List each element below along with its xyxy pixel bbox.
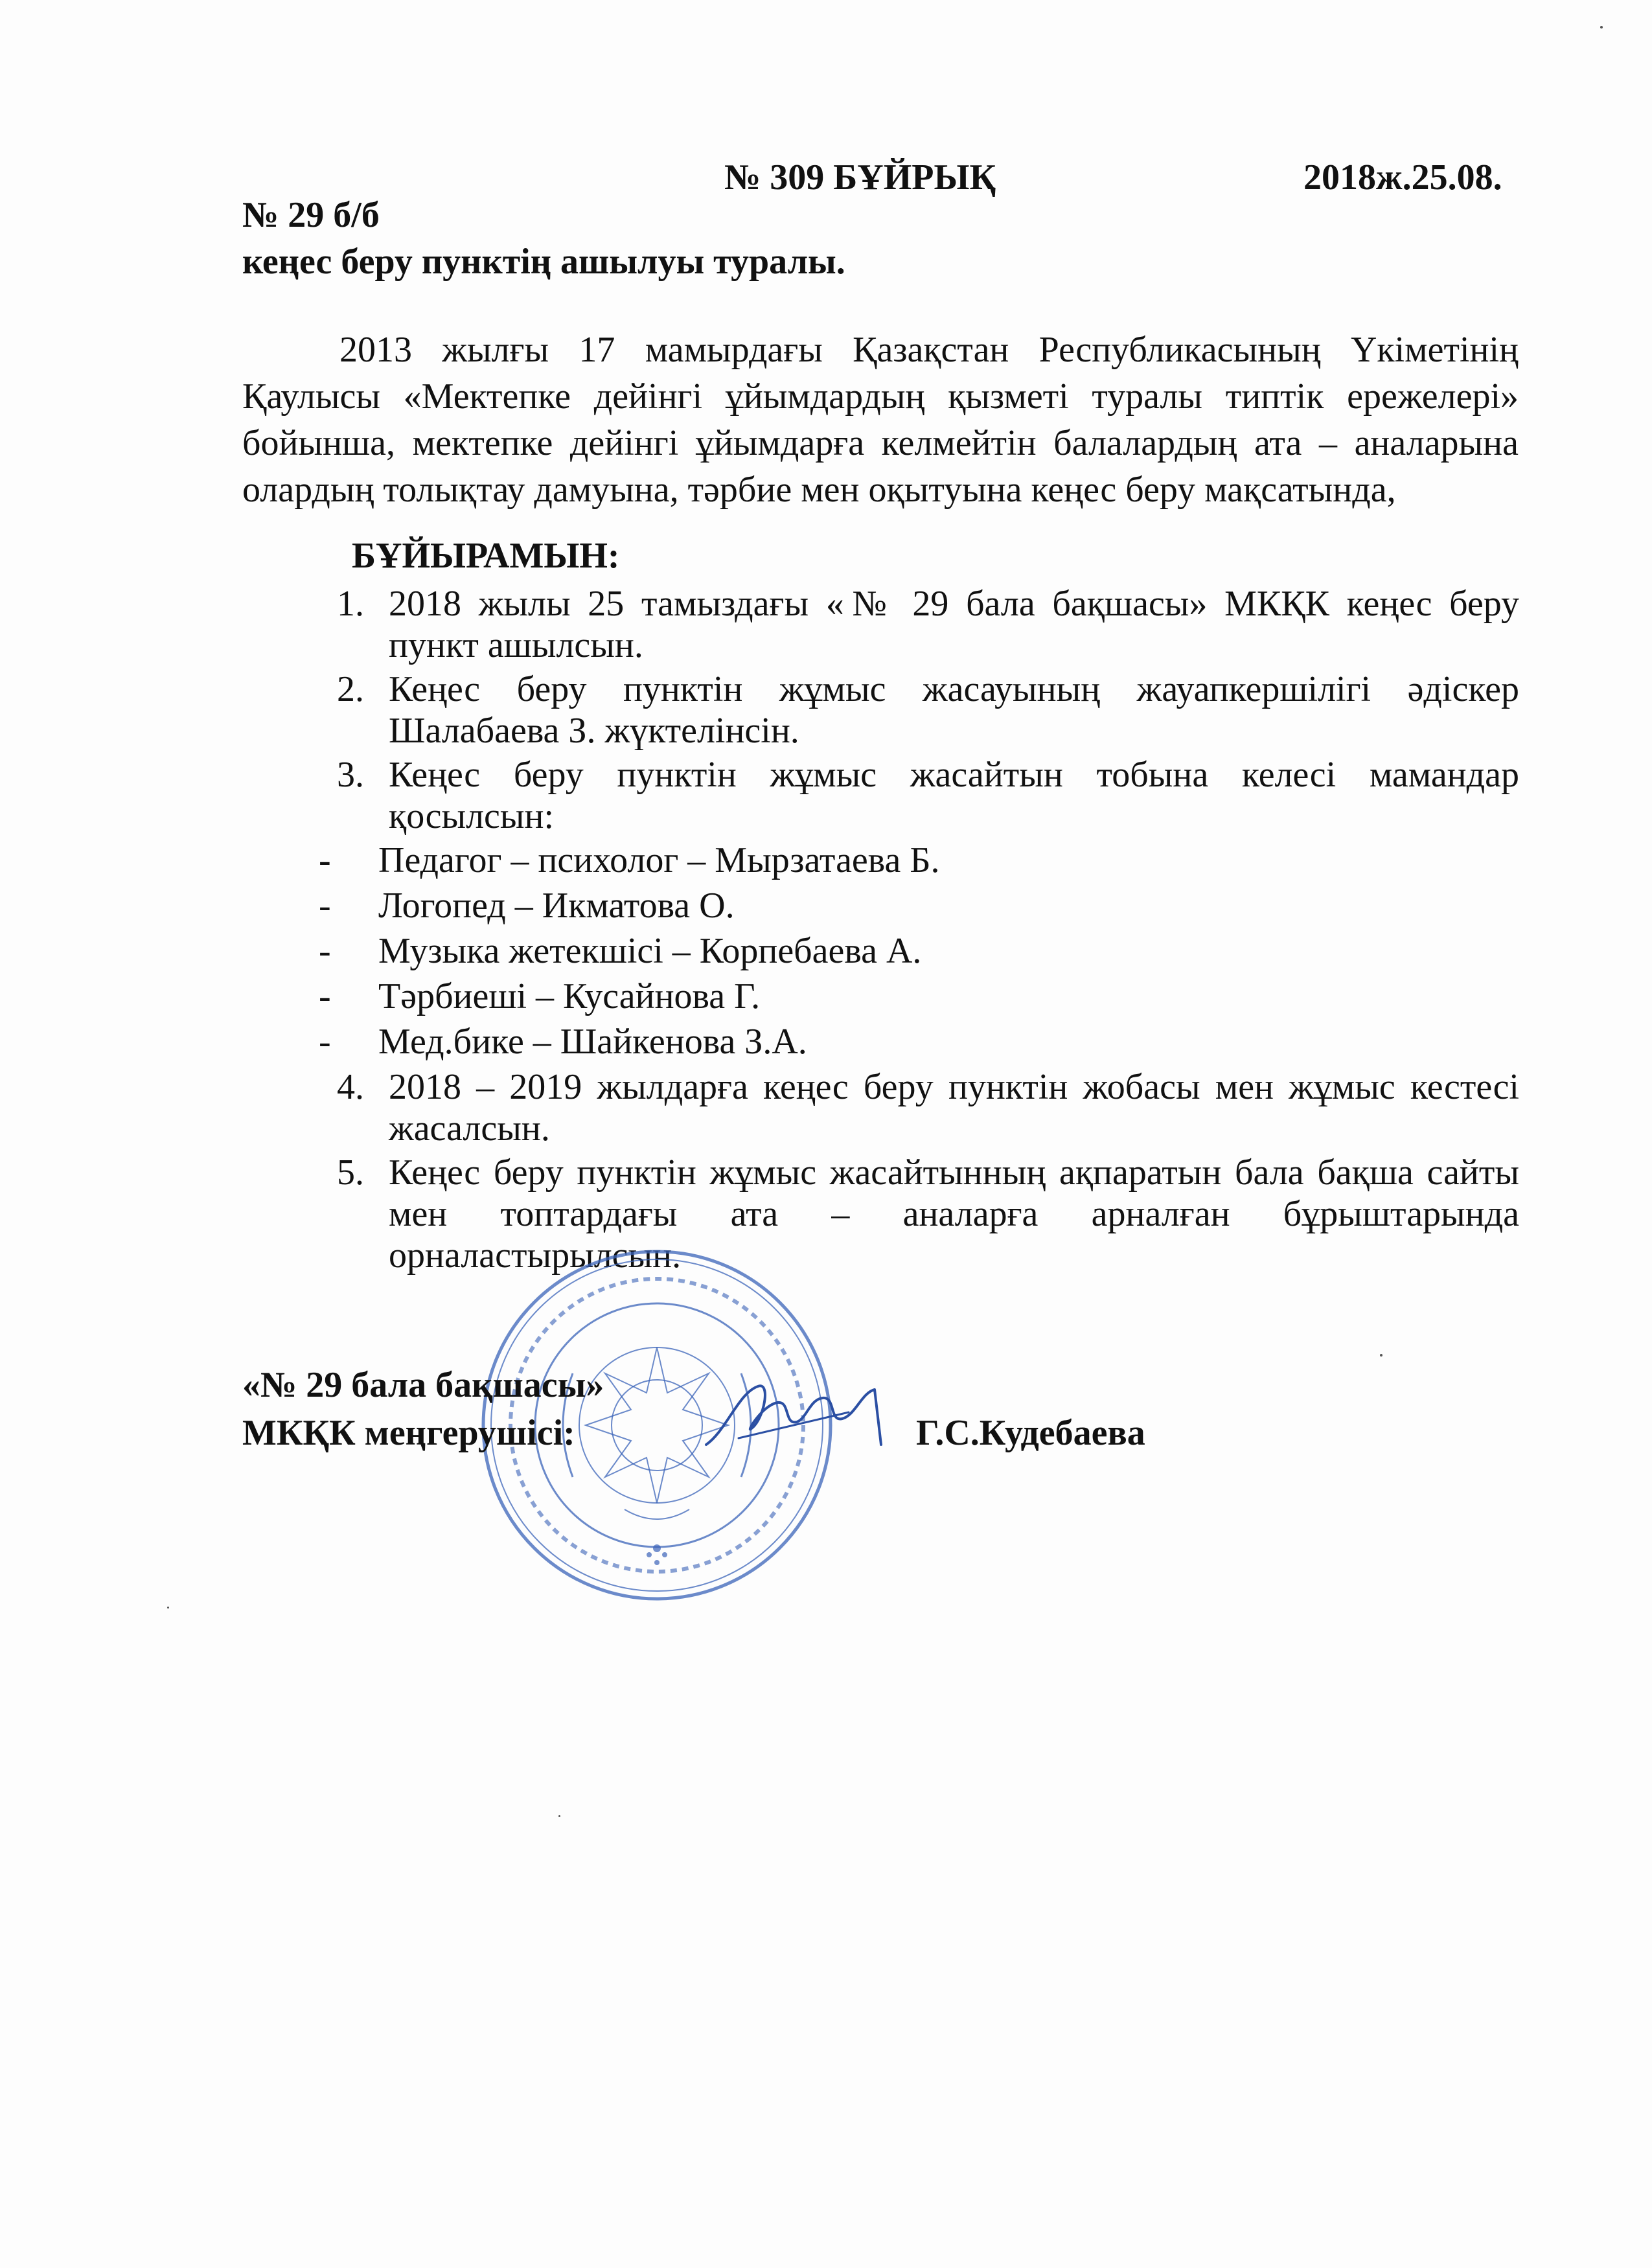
staff-item-text: Музыка жетекшісі – Корпебаева А. xyxy=(378,931,922,971)
staff-item xyxy=(319,885,1519,926)
list-item-marker: 4. xyxy=(337,1067,364,1107)
order-keyword: БҰЙЫРАМЫН: xyxy=(352,536,620,576)
list-item-text: Кеңес беру пунктін жұмыс жасайтынның ақпаратын бала бақша сайты мен топтардағы ата – аналарға арналған бұрыштарында орналастырылсын. xyxy=(389,1152,1519,1276)
staff-item-marker: - xyxy=(319,840,331,880)
staff-item xyxy=(319,930,1519,972)
list-item xyxy=(337,1066,1519,1149)
list-item-text: Кеңес беру пунктін жұмыс жасауының жауапкершілігі әдіскер Шалабаева З. жүктелінсін. xyxy=(389,669,1519,751)
list-item-marker: 2. xyxy=(337,669,364,709)
staff-item-text: Логопед – Икматова О. xyxy=(378,886,735,926)
staff-item-text: Педагог – психолог – Мырзатаева Б. xyxy=(378,840,940,880)
list-item-text: Кеңес беру пунктін жұмыс жасайтын тобына келесі мамандар қосылсын: xyxy=(389,755,1519,836)
registration-number: № 29 б/б xyxy=(242,195,380,235)
staff-item-text: Тәрбиеші – Кусайнова Г. xyxy=(378,976,761,1016)
staff-item-marker: - xyxy=(319,976,331,1016)
signature-name: Г.С.Кудебаева xyxy=(916,1413,1145,1453)
staff-item-text: Мед.бике – Шайкенова З.А. xyxy=(378,1022,807,1062)
list-item-marker: 3. xyxy=(337,755,364,795)
order-title: № 309 БҰЙРЫҚ xyxy=(724,157,996,198)
order-subject: кеңес беру пунктің ашылуы туралы. xyxy=(242,242,845,282)
list-item-marker: 5. xyxy=(337,1152,364,1193)
signature-organization: «№ 29 бала бақшасы» xyxy=(242,1365,604,1405)
order-items-list xyxy=(319,583,1519,1279)
list-item-text: 2018 – 2019 жылдарға кеңес беру пунктін жобасы мен жұмыс кестесі жасалсын. xyxy=(389,1067,1519,1149)
list-item xyxy=(337,754,1519,837)
staff-item xyxy=(319,1021,1519,1062)
signature-icon xyxy=(700,1367,888,1464)
scan-speck xyxy=(167,1607,169,1609)
staff-item xyxy=(319,840,1519,881)
list-item xyxy=(337,583,1519,666)
scan-speck xyxy=(1380,1354,1382,1357)
scan-speck xyxy=(1600,26,1603,29)
list-item xyxy=(337,669,1519,751)
staff-item-marker: - xyxy=(319,931,331,971)
staff-item-marker: - xyxy=(319,1022,331,1062)
order-date: 2018ж.25.08. xyxy=(1303,157,1502,198)
list-item-text: 2018 жылы 25 тамыздағы «№ 29 бала бақшасы» МКҚК кеңес беру пункт ашылсын. xyxy=(389,584,1519,665)
preamble-paragraph: 2013 жылғы 17 мамырдағы Қазақстан Республикасының Үкіметінің Қаулысы «Мектепке дейінгі ұйымдардың қызметі туралы типтік ережелері» бойынша, мектепке дейінгі ұйымдарға келмейтін балалардың ата – аналарына олардың толықтау дамуына, тәрбие мен оқытуына кеңес беру мақсатында, xyxy=(242,330,1519,510)
signature-role: МКҚК меңгерушісі: xyxy=(242,1413,575,1453)
list-item-marker: 1. xyxy=(337,584,364,624)
scan-speck xyxy=(558,1815,560,1817)
staff-item xyxy=(319,976,1519,1017)
staff-item-marker: - xyxy=(319,886,331,926)
